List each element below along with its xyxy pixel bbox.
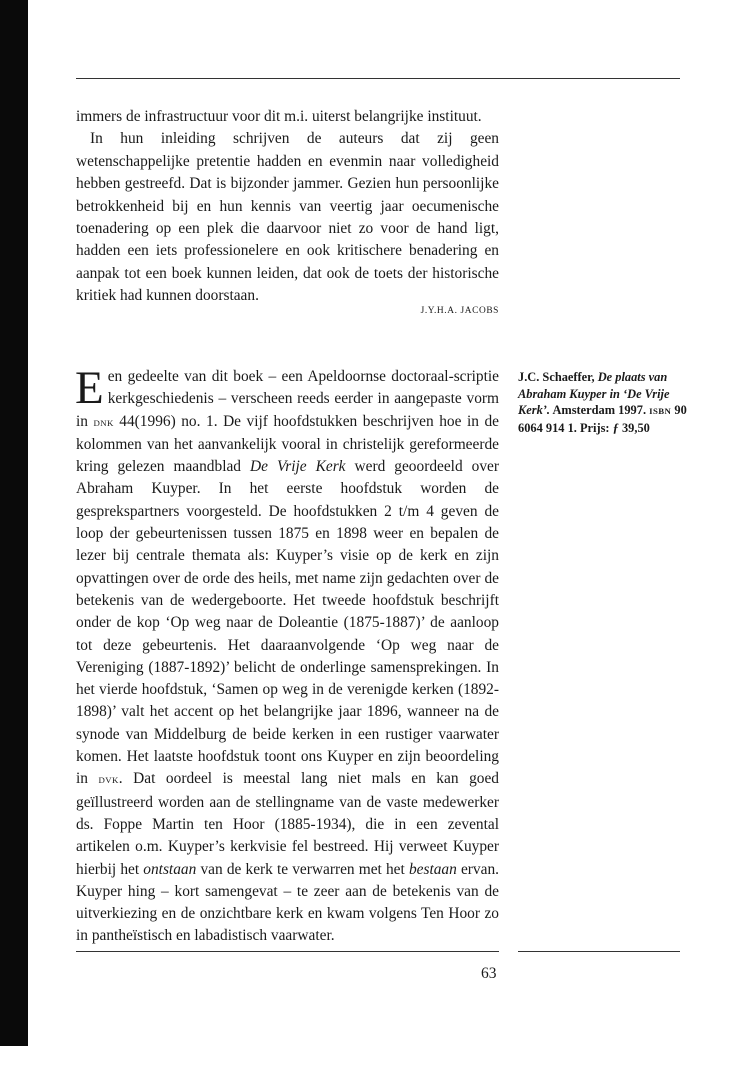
book-reference: [518, 369, 696, 436]
review-ending: [76, 106, 499, 308]
price-label: Prijs:: [579, 420, 610, 435]
paragraph: Een gedeelte van dit boek – een Apeldoornse doctoraal-scriptie kerkgeschiedenis – verscheen reeds eerder in aangepaste vorm in DNK 44(1996) no. 1. De vijf hoofdstukken beschrijven hoe in de kolommen van het aanvankelijk vooral in christelijk gereformeerde kring gelezen maandblad De Vrije Kerk werd geoordeeld over Abraham Kuyper. In het eerste hoofdstuk worden de gesprekspartners voorgesteld. De hoofdstukken 2 t/m 4 geven de loop der gebeurtenissen tussen 1875 en 1898 weer en bepalen de lezer bij centrale themata als: Kuyper’s visie op de kerk en zijn opvattingen over de orde des heils, met name zijn gedachten over de betekenis van de wedergeboorte. Het tweede hoofdstuk beschrijft onder de kop ‘Op weg naar de Doleantie (1875-1887)’ de aanloop tot deze gebeurtenis. Het daaraanvolgende ‘Op weg naar de Vereniging (1887-1892)’ belicht de onderlinge samensprekingen. In het vierde hoofdstuk, ‘Samen op weg in de verenigde kerken (1892-1898)’ valt het accent op het belangrijke jaar 1896, wanneer na de synode van Middelburg de beide kerken in een rustiger vaarwater komen. Het laatste hoofdstuk toont ons Kuyper en zijn beoordeling in DVK. Dat oordeel is meestal lang niet mals en kan goed geïllustreerd worden aan de stellingname van de vaste medewerker ds. Foppe Martin ten Hoor (1885-1934), die in een zevental artikelen o.m. Kuyper’s kerkvisie fel bestreed. Hij verweet Kuyper hierbij het ontstaan van de kerk te verwarren met het bestaan ervan. Kuyper hing – kort samengevat – te zeer aan de betekenis van de uitverkiezing en de onzichtbare kerk en kwam volgens Ten Hoor zo in pantheïstisch en labadistisch vaarwater.: [75, 362, 499, 945]
price-value: 39,50: [621, 420, 650, 435]
book-publisher: Amsterdam 1997.: [552, 403, 647, 418]
reviewer-signature: J.Y.H.A. JACOBS: [420, 306, 499, 316]
book-author: J.C. Schaeffer,: [518, 370, 595, 384]
isbn-value: 90 6064 914 1.: [518, 403, 687, 435]
abbreviation: DNK: [93, 417, 114, 428]
page-number: 63: [481, 965, 497, 982]
footer-rule: [76, 951, 499, 952]
footer-rule-margin: [518, 951, 680, 952]
top-rule: [76, 78, 680, 79]
binding-edge: [0, 0, 28, 1046]
review-body: [75, 362, 499, 948]
drop-cap: E: [75, 362, 104, 414]
journal-title: De Vrije Kerk: [250, 458, 346, 476]
book-title: De plaats van Abraham Kuyper in ‘De Vrije Kerk’.: [518, 370, 670, 418]
emphasis: ontstaan: [143, 860, 197, 878]
currency-symbol: ƒ: [612, 420, 619, 435]
isbn-label: ISBN: [649, 406, 672, 417]
paragraph: In hun inleiding schrijven de auteurs dat zij geen wetenschappelijke pretentie hadden en evenmin naar volledigheid hebben gestreefd. Dat is bijzonder jammer. Gezien hun persoonlijke betrokkenheid bij en hun kennis van veertig jaar oecumenische toenadering op een plek die daarvoor niet zo voor de hand ligt, hadden een iets professionelere en ook kritischere benadering en aanpak tot een boek kunnen leiden, dat ook de toets der historische kritiek had kunnen doorstaan.: [76, 130, 499, 305]
paragraph: immers de infrastructuur voor dit m.i. uiterst belangrijke instituut.: [76, 108, 482, 125]
emphasis: bestaan: [408, 860, 457, 878]
abbreviation: DVK: [98, 775, 119, 786]
